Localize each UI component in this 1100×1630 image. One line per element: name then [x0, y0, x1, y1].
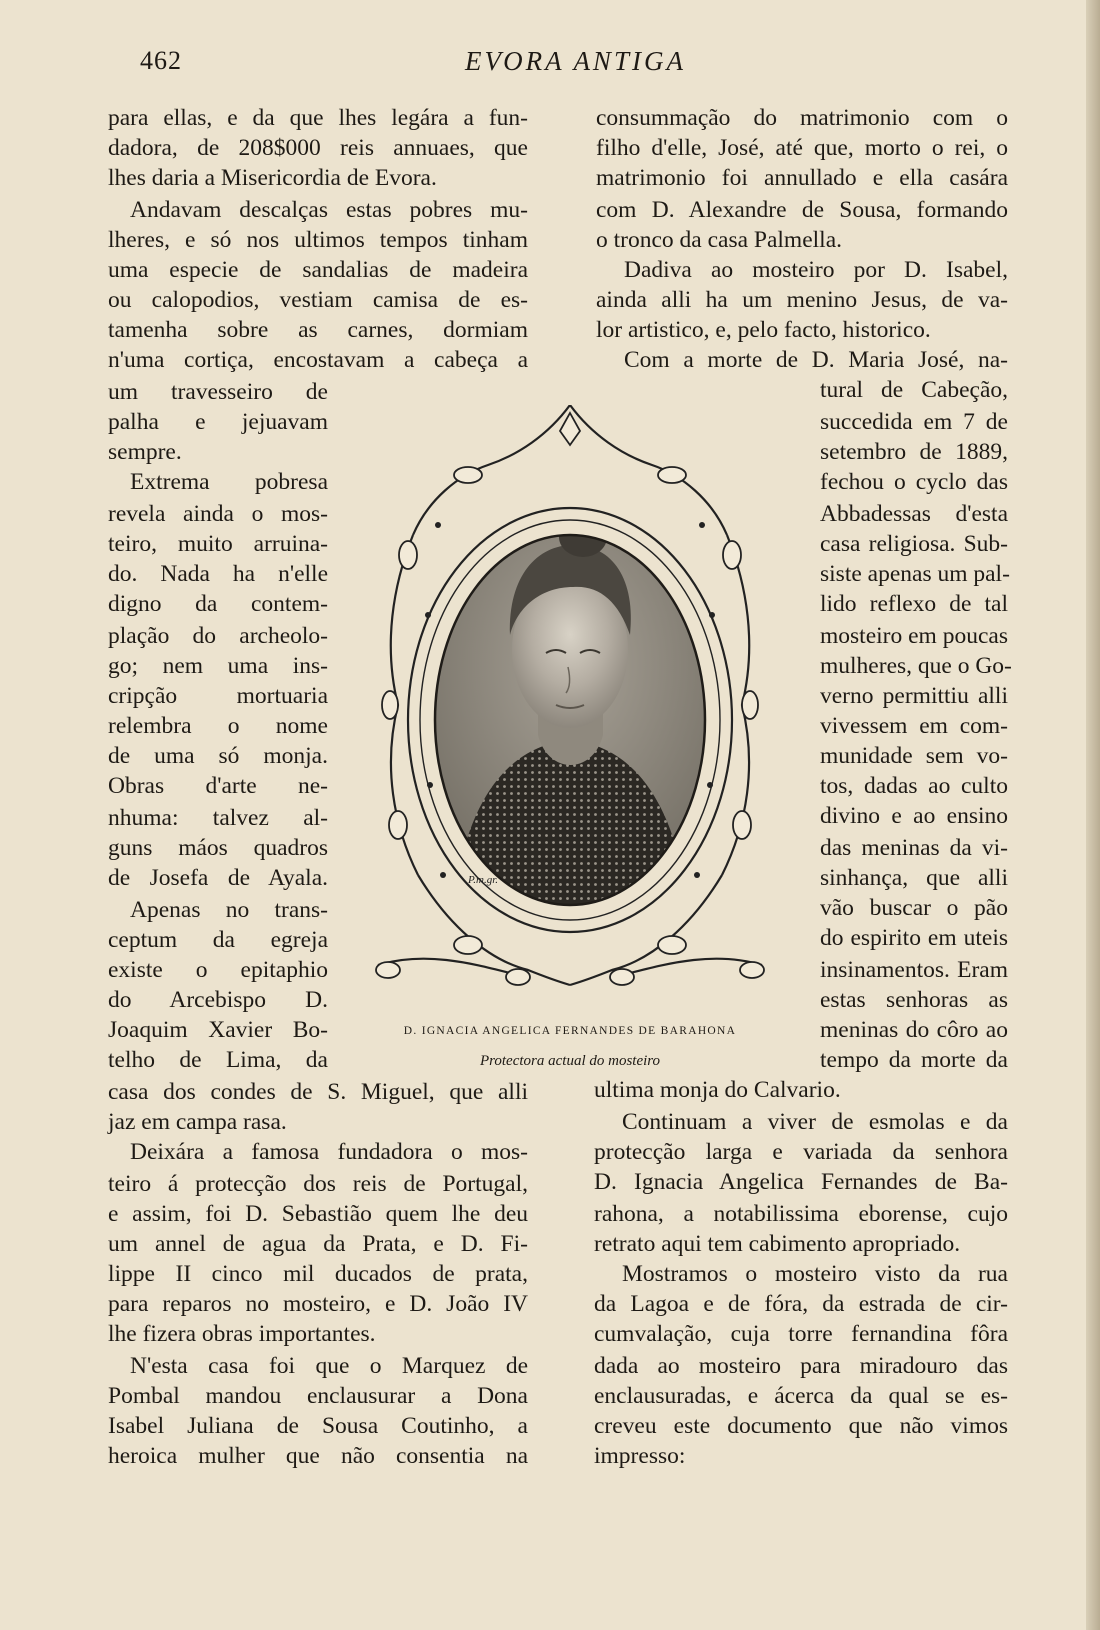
right-column-line: enclausuradas, e ácerca da qual se es-: [594, 1383, 1008, 1409]
left-column-line: palha e jejuavam: [108, 409, 328, 435]
left-column-line: um annel de agua da Prata, e D. Fi-: [108, 1231, 528, 1257]
left-column-line: um travesseiro de: [108, 379, 328, 405]
left-column-line: e assim, foi D. Sebastião quem lhe deu: [108, 1201, 528, 1227]
right-column-line: estas senhoras as: [820, 987, 1008, 1013]
right-column-line: com D. Alexandre de Sousa, formando: [596, 197, 1008, 223]
left-column-line: Isabel Juliana de Sousa Coutinho, a: [108, 1413, 528, 1439]
right-column-line: sinhança, que alli: [820, 865, 1008, 891]
right-column-line: o tronco da casa Palmella.: [596, 227, 843, 253]
right-column-line: Dadiva ao mosteiro por D. Isabel,: [624, 257, 1008, 283]
left-column-line: de Josefa de Ayala.: [108, 865, 328, 891]
right-column-line: divino e ao ensino: [820, 803, 1008, 829]
right-column-line: Abbadessas d'esta: [820, 501, 1008, 527]
right-column-line: impresso:: [594, 1443, 686, 1469]
left-column-line: teiro á protecção dos reis de Portugal,: [108, 1171, 528, 1197]
right-column-line: ainda alli ha um menino Jesus, de va-: [596, 287, 1008, 313]
right-column-line: succedida em 7 de: [820, 409, 1008, 435]
right-column-line: Com a morte de D. Maria José, na-: [624, 347, 1008, 373]
left-column-line: nhuma: talvez al-: [108, 805, 328, 831]
right-column-line: vão buscar o pão: [820, 895, 1008, 921]
right-column-line: fechou o cyclo das: [820, 469, 1008, 495]
page-number: 462: [140, 46, 182, 75]
right-column-line: rahona, a notabilissima eborense, cujo: [594, 1201, 1008, 1227]
right-column-line: insinamentos. Eram: [820, 957, 1008, 983]
left-column-line: ou calopodios, vestiam camisa de es-: [108, 287, 528, 313]
right-column-line: ultima monja do Calvario.: [594, 1077, 841, 1103]
right-column-line: filho d'elle, José, até que, morto o rei, o: [596, 135, 1008, 161]
right-column-line: do espirito em uteis: [820, 925, 1008, 951]
right-column-line: protecção larga e variada da senhora: [594, 1139, 1008, 1165]
left-column-line: teiro, muito arruina-: [108, 531, 328, 557]
left-column-line: lhe fizera obras importantes.: [108, 1321, 376, 1347]
left-column-line: uma especie de sandalias de madeira: [108, 257, 528, 283]
right-column-line: verno permittiu alli: [820, 683, 1008, 709]
right-column-line: setembro de 1889,: [820, 439, 1008, 465]
left-column-line: tamenha sobre as carnes, dormiam: [108, 317, 528, 343]
left-column-line: digno da contem-: [108, 591, 328, 617]
right-column-line: vivessem em com-: [820, 713, 1008, 739]
left-column-line: lippe II cinco mil ducados de prata,: [108, 1261, 528, 1287]
left-column-line: Extrema pobresa: [130, 469, 328, 495]
right-column-line: retrato aqui tem cabimento apropriado.: [594, 1231, 961, 1257]
right-column-line: lor artistico, e, pelo facto, historico.: [596, 317, 931, 343]
left-column-line: N'esta casa foi que o Marquez de: [130, 1353, 528, 1379]
left-column-line: lheres, e só nos ultimos tempos tinham: [108, 227, 528, 253]
left-column-line: heroica mulher que não consentia na: [108, 1443, 528, 1469]
left-column-line: guns máos quadros: [108, 835, 328, 861]
right-column-line: da Lagoa e de fóra, da estrada de cir-: [594, 1291, 1008, 1317]
right-column-line: siste apenas um pal-: [820, 561, 1010, 587]
right-column-line: meninas do côro ao: [820, 1017, 1008, 1043]
left-column-line: existe o epitaphio: [108, 957, 328, 983]
right-column-line: dada ao mosteiro para miradouro das: [594, 1353, 1008, 1379]
engraver-mark: P.m.gr.: [468, 874, 499, 886]
left-column-line: Obras d'arte ne-: [108, 773, 328, 799]
left-column-line: do Arcebispo D.: [108, 987, 328, 1013]
portrait-figure: [360, 405, 780, 1069]
portrait-subcaption: Protectora actual do mosteiro: [479, 1053, 661, 1069]
left-column-line: do. Nada ha n'elle: [108, 561, 328, 587]
left-column-line: Apenas no trans-: [130, 897, 328, 923]
right-column-line: das meninas da vi-: [820, 835, 1008, 861]
right-column-line: munidade sem vo-: [820, 743, 1008, 769]
right-column-line: Continuam a viver de esmolas e da: [622, 1109, 1008, 1135]
left-column-line: para reparos no mosteiro, e D. João IV: [108, 1291, 528, 1317]
ornamental-frame: [368, 405, 772, 1005]
right-column-line: D. Ignacia Angelica Fernandes de Ba-: [594, 1169, 1008, 1195]
page-edge-shadow: [1086, 0, 1100, 1630]
portrait-caption: D. IGNACIA ANGELICA FERNANDES DE BARAHONA: [403, 1025, 737, 1037]
right-column-line: tempo da morte da: [820, 1047, 1008, 1073]
right-column-line: creveu este documento que não vimos: [594, 1413, 1008, 1439]
right-column-line: mosteiro em poucas: [820, 623, 1008, 649]
left-column-line: ceptum da egreja: [108, 927, 328, 953]
right-column-line: lido reflexo de tal: [820, 591, 1008, 617]
right-column-line: tos, dadas ao culto: [820, 773, 1008, 799]
left-column-line: Deixára a famosa fundadora o mos-: [130, 1139, 528, 1165]
left-column-line: jaz em campa rasa.: [108, 1109, 287, 1135]
left-column-line: go; nem uma ins-: [108, 653, 328, 679]
left-column-line: plação do archeolo-: [108, 623, 328, 649]
right-column-line: tural de Cabeção,: [820, 377, 1008, 403]
right-column-line: cumvalação, cuja torre fernandina fôra: [594, 1321, 1008, 1347]
left-column-line: Pombal mandou enclausurar a Dona: [108, 1383, 528, 1409]
left-column-line: para ellas, e da que lhes legára a fun-: [108, 105, 528, 131]
left-column-line: telho de Lima, da: [108, 1047, 328, 1073]
right-column-line: casa religiosa. Sub-: [820, 531, 1008, 557]
right-column-line: matrimonio foi annullado e ella casára: [596, 165, 1008, 191]
left-column-line: relembra o nome: [108, 713, 328, 739]
right-column-line: Mostramos o mosteiro visto da rua: [622, 1261, 1008, 1287]
right-column-line: consummação do matrimonio com o: [596, 105, 1008, 131]
left-column-line: sempre.: [108, 439, 182, 465]
left-column-line: lhes daria a Misericordia de Evora.: [108, 165, 437, 191]
left-column-line: n'uma cortiça, encostavam a cabeça a: [108, 347, 528, 373]
left-column-line: Andavam descalças estas pobres mu-: [130, 197, 528, 223]
left-column-line: Joaquim Xavier Bo-: [108, 1017, 328, 1043]
left-column-line: revela ainda o mos-: [108, 501, 328, 527]
left-column-line: dadora, de 208$000 reis annuaes, que: [108, 135, 528, 161]
page-header: [0, 46, 1100, 80]
running-title: EVORA ANTIGA: [465, 46, 686, 76]
left-column-line: de uma só monja.: [108, 743, 328, 769]
right-column-line: mulheres, que o Go-: [820, 653, 1012, 679]
left-column-line: casa dos condes de S. Miguel, que alli: [108, 1079, 528, 1105]
left-column-line: cripção mortuaria: [108, 683, 328, 709]
